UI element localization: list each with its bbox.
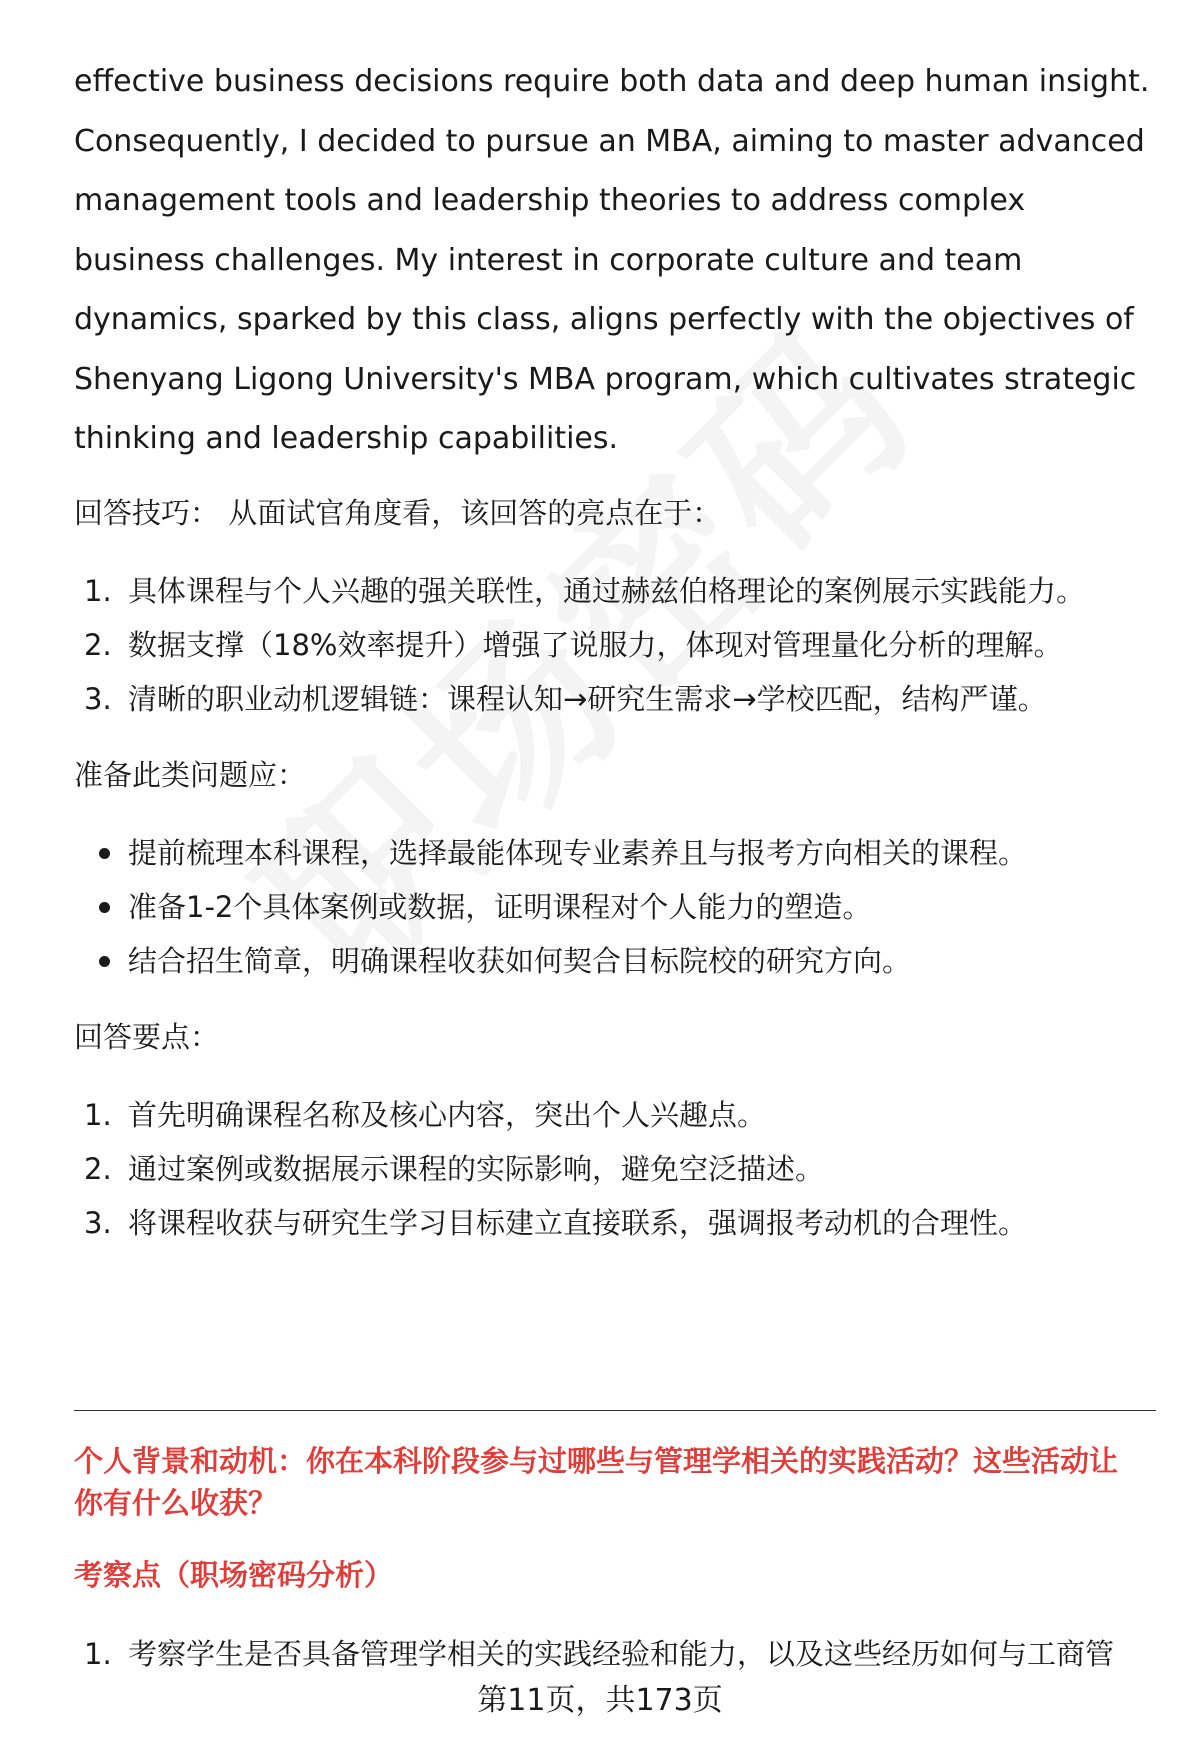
list-item (74, 1634, 1164, 1674)
list-item-text: 首先明确课程名称及核心内容，突出个人兴趣点。 (128, 1097, 767, 1132)
list-item-text: 通过案例或数据展示课程的实际影响，避免空泛描述。 (128, 1151, 825, 1186)
list-item (74, 1149, 1154, 1189)
list-marker: 3. (84, 681, 112, 716)
list-marker: 1. (84, 573, 112, 608)
section-divider (74, 1410, 1156, 1411)
tips-label: 回答技巧： 从面试官角度看，该回答的亮点在于： (74, 495, 722, 530)
prepare-label: 准备此类问题应： (74, 757, 307, 792)
list-item-text: 结合招生简章，明确课程收获如何契合目标院校的研究方向。 (128, 943, 912, 978)
question-heading-line1: 个人背景和动机：你在本科阶段参与过哪些与管理学相关的实践活动？这些活动让 (74, 1444, 1119, 1478)
list-item (74, 887, 1154, 927)
page-content (74, 52, 1154, 1243)
list-item-text: 清晰的职业动机逻辑链：课程认知→研究生需求→学校匹配，结构严谨。 (128, 681, 1047, 716)
analysis-list (74, 1634, 1164, 1674)
analysis-heading: 考察点（职场密码分析） (74, 1558, 394, 1592)
key-points-list (74, 1095, 1154, 1243)
list-marker: 1. (84, 1097, 112, 1132)
list-item (74, 1095, 1154, 1135)
list-item (74, 833, 1154, 873)
list-item (74, 1203, 1154, 1243)
page-number-footer: 第11页，共173页 (477, 1683, 723, 1718)
list-item-text: 提前梳理本科课程，选择最能体现专业素养且与报考方向相关的课程。 (128, 835, 1028, 870)
list-item-text: 考察学生是否具备管理学相关的实践经验和能力，以及这些经历如何与工商管 (128, 1637, 1115, 1671)
list-item-text: 准备1-2个具体案例或数据，证明课程对个人能力的塑造。 (128, 889, 872, 924)
list-marker: 3. (84, 1205, 112, 1240)
tips-list (74, 571, 1154, 719)
list-item-text: 具体课程与个人兴趣的强关联性，通过赫兹伯格理论的案例展示实践能力。 (128, 573, 1086, 608)
bullet-dot (99, 956, 110, 967)
prepare-list (74, 833, 1154, 981)
list-item-text: 数据支撑（18%效率提升）增强了说服力，体现对管理量化分析的理解。 (128, 627, 1063, 662)
list-item-text: 将课程收获与研究生学习目标建立直接联系，强调报考动机的合理性。 (128, 1205, 1028, 1240)
bullet-dot (99, 848, 110, 859)
list-item (74, 941, 1154, 981)
list-marker: 2. (84, 627, 112, 662)
key-points-label: 回答要点： (74, 1019, 220, 1054)
list-item (74, 625, 1154, 665)
next-section (74, 1440, 1164, 1674)
list-item (74, 571, 1154, 611)
list-marker: 1. (84, 1637, 112, 1671)
list-marker: 2. (84, 1151, 112, 1186)
list-item (74, 679, 1154, 719)
question-heading-line2: 你有什么收获？ (74, 1486, 278, 1520)
bullet-dot (99, 902, 110, 913)
intro-paragraph: effective business decisions require both data and deep human insight. Consequently, I decided to pursue an MBA, aiming to master advanced management tools and leadership theories to address complex business challenges. My interest in corporate culture and team dynamics, sparked by this class, aligns perfectly with the objectives of Shenyang Ligong University's MBA program, which cultivates strategic thinking and leadership capabilities. (74, 64, 1150, 456)
